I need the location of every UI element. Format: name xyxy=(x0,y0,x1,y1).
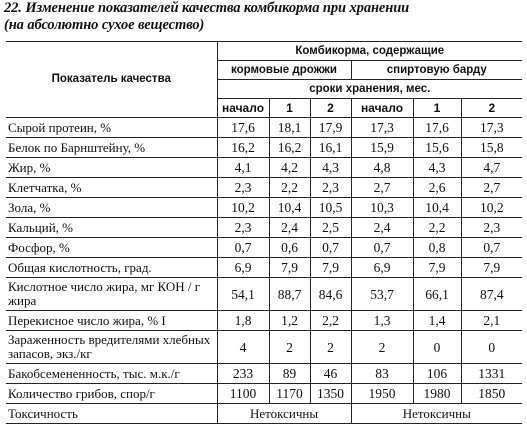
row-value: 4,8 xyxy=(351,158,413,178)
row-value: 2,4 xyxy=(269,218,310,238)
row-value: 10,5 xyxy=(310,198,351,218)
row-value: 2,5 xyxy=(310,218,351,238)
header-row-1 xyxy=(6,42,522,61)
table-row xyxy=(6,364,522,384)
row-value: 0 xyxy=(413,331,461,364)
row-value: 2,7 xyxy=(351,178,413,198)
row-value: 0,7 xyxy=(310,238,351,258)
row-value: 1170 xyxy=(269,384,310,404)
row-value: 1,3 xyxy=(351,311,413,331)
row-value: 87,4 xyxy=(461,278,522,311)
period-col: 2 xyxy=(461,99,522,118)
row-label: Клетчатка, % xyxy=(6,178,217,198)
table-row xyxy=(6,331,522,364)
table-row xyxy=(6,384,522,404)
row-value: 2,3 xyxy=(217,178,269,198)
period-col: 1 xyxy=(269,99,310,118)
row-value: 2,7 xyxy=(461,178,522,198)
row-label: Фосфор, % xyxy=(6,238,217,258)
param-header: Показатель качества xyxy=(6,42,217,118)
toxicity-row xyxy=(6,404,522,424)
table-row xyxy=(6,138,522,158)
row-value: 17,6 xyxy=(217,118,269,138)
row-value: 2,2 xyxy=(269,178,310,198)
row-value: 4,7 xyxy=(461,158,522,178)
quality-table xyxy=(6,41,522,424)
table-caption xyxy=(4,0,524,34)
row-value: 15,6 xyxy=(413,138,461,158)
period-col: 1 xyxy=(413,99,461,118)
row-value: 0,7 xyxy=(461,238,522,258)
row-value: 4 xyxy=(217,331,269,364)
row-value: 0,8 xyxy=(413,238,461,258)
table-row xyxy=(6,218,522,238)
table-row xyxy=(6,118,522,138)
row-value: 54,1 xyxy=(217,278,269,311)
row-label: Зараженность вредителями хлебных запасов, экз./кг xyxy=(6,331,217,364)
row-value: 2,2 xyxy=(310,311,351,331)
row-value: 2,3 xyxy=(461,218,522,238)
period-col: начало xyxy=(351,99,413,118)
row-value: 46 xyxy=(310,364,351,384)
row-value: 1,4 xyxy=(413,311,461,331)
subgroup-stillage-header: спиртовую барду xyxy=(351,61,522,80)
row-value: 1100 xyxy=(217,384,269,404)
row-value: 0,6 xyxy=(269,238,310,258)
row-value: 1331 xyxy=(461,364,522,384)
table-row xyxy=(6,258,522,278)
row-value: 17,3 xyxy=(461,118,522,138)
toxicity-value-stillage: Нетоксичны xyxy=(351,404,522,424)
row-value: 6,9 xyxy=(351,258,413,278)
table-row xyxy=(6,158,522,178)
row-label: Кальций, % xyxy=(6,218,217,238)
row-value: 18,1 xyxy=(269,118,310,138)
row-value: 2 xyxy=(351,331,413,364)
row-value: 10,4 xyxy=(413,198,461,218)
table-row xyxy=(6,178,522,198)
period-col: 2 xyxy=(310,99,351,118)
table-row xyxy=(6,198,522,218)
toxicity-label: Токсичность xyxy=(6,404,217,424)
row-label: Сырой протеин, % xyxy=(6,118,217,138)
row-value: 233 xyxy=(217,364,269,384)
row-value: 2,3 xyxy=(310,178,351,198)
row-value: 16,1 xyxy=(310,138,351,158)
row-value: 17,9 xyxy=(310,118,351,138)
row-label: Перекисное число жира, % I xyxy=(6,311,217,331)
row-label: Бакобсемененность, тыс. м.к./г xyxy=(6,364,217,384)
caption-line-2: (на абсолютно сухое вещество) xyxy=(4,17,205,33)
row-value: 10,4 xyxy=(269,198,310,218)
row-value: 88,7 xyxy=(269,278,310,311)
row-value: 7,9 xyxy=(269,258,310,278)
row-value: 16,2 xyxy=(269,138,310,158)
row-value: 89 xyxy=(269,364,310,384)
row-value: 83 xyxy=(351,364,413,384)
row-value: 2 xyxy=(269,331,310,364)
row-value: 7,9 xyxy=(413,258,461,278)
row-value: 0 xyxy=(461,331,522,364)
period-header: сроки хранения, мес. xyxy=(217,80,522,99)
row-value: 17,3 xyxy=(351,118,413,138)
caption-line-1: 22. Изменение показателей качества комбикорма при хранении xyxy=(4,0,410,16)
row-value: 15,8 xyxy=(461,138,522,158)
row-label: Кислотное число жира, мг КОН / г жира xyxy=(6,278,217,311)
row-value: 84,6 xyxy=(310,278,351,311)
row-value: 106 xyxy=(413,364,461,384)
table-row xyxy=(6,311,522,331)
row-value: 2,1 xyxy=(461,311,522,331)
row-value: 2 xyxy=(310,331,351,364)
row-label: Белок по Барнштейну, % xyxy=(6,138,217,158)
row-value: 2,4 xyxy=(351,218,413,238)
row-value: 6,9 xyxy=(217,258,269,278)
row-value: 2,6 xyxy=(413,178,461,198)
table-row xyxy=(6,238,522,258)
row-value: 4,2 xyxy=(269,158,310,178)
row-value: 10,3 xyxy=(351,198,413,218)
row-label: Количество грибов, спор/г xyxy=(6,384,217,404)
group-header: Комбикорма, содержащие xyxy=(217,42,522,61)
row-value: 7,9 xyxy=(461,258,522,278)
row-value: 10,2 xyxy=(461,198,522,218)
row-value: 1,8 xyxy=(217,311,269,331)
toxicity-value-yeast: Нетоксичны xyxy=(217,404,351,424)
table-row xyxy=(6,278,522,311)
row-value: 1950 xyxy=(351,384,413,404)
row-value: 15,9 xyxy=(351,138,413,158)
row-value: 16,2 xyxy=(217,138,269,158)
row-value: 2,3 xyxy=(217,218,269,238)
row-label: Общая кислотность, град. xyxy=(6,258,217,278)
row-value: 2,2 xyxy=(413,218,461,238)
row-value: 4,3 xyxy=(413,158,461,178)
row-value: 0,7 xyxy=(217,238,269,258)
row-value: 66,1 xyxy=(413,278,461,311)
period-col: начало xyxy=(217,99,269,118)
row-value: 10,2 xyxy=(217,198,269,218)
row-value: 1350 xyxy=(310,384,351,404)
row-value: 1,2 xyxy=(269,311,310,331)
subgroup-yeast-header: кормовые дрожжи xyxy=(217,61,351,80)
row-value: 1850 xyxy=(461,384,522,404)
row-value: 4,3 xyxy=(310,158,351,178)
row-label: Зола, % xyxy=(6,198,217,218)
row-value: 1980 xyxy=(413,384,461,404)
row-value: 7,9 xyxy=(310,258,351,278)
row-label: Жир, % xyxy=(6,158,217,178)
row-value: 4,1 xyxy=(217,158,269,178)
row-value: 17,6 xyxy=(413,118,461,138)
row-value: 53,7 xyxy=(351,278,413,311)
row-value: 0,7 xyxy=(351,238,413,258)
